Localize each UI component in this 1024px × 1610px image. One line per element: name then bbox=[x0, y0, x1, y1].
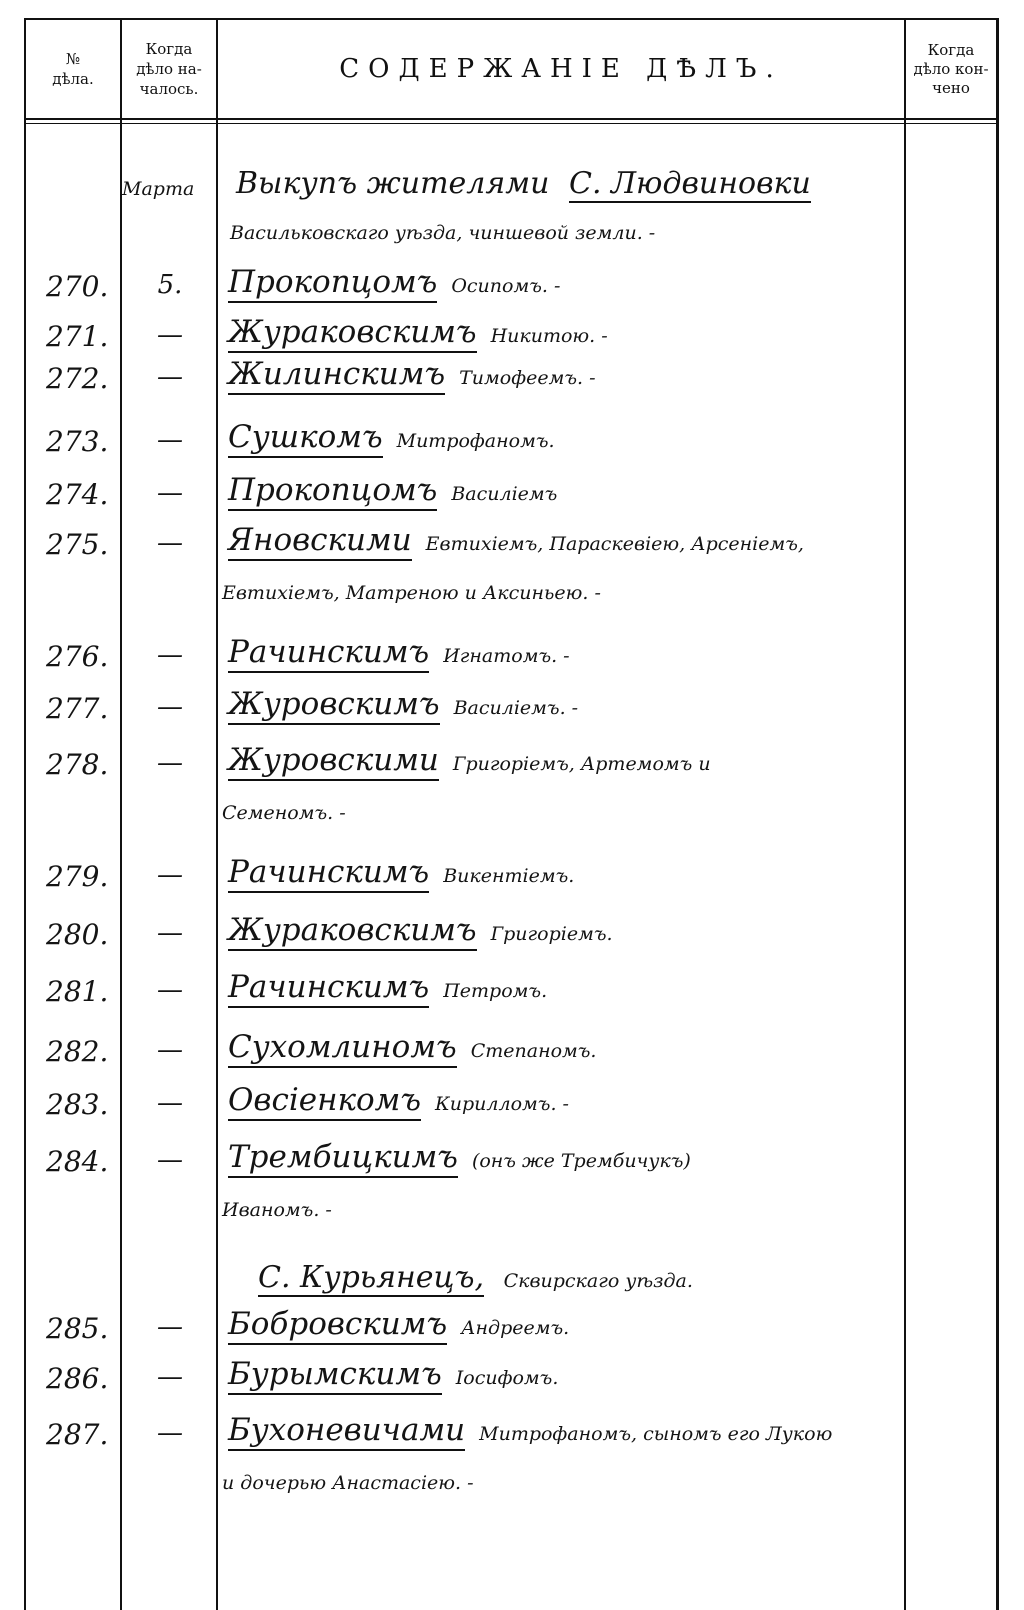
entry-given-names: Митрофаномъ, сыномъ его Лукою bbox=[479, 1423, 833, 1445]
section1-village: С. Людвиновки bbox=[568, 166, 811, 201]
section2-district: Сквирскаго уѣзда. bbox=[503, 1270, 693, 1292]
section1-prefix: Выкупъ жителями bbox=[236, 166, 550, 201]
entry-number: 286. bbox=[46, 1362, 109, 1395]
entry-start-date: — bbox=[157, 1145, 183, 1175]
entry-number: 281. bbox=[46, 975, 109, 1008]
column-rule-right bbox=[996, 18, 999, 1610]
entry-given-names: Григоріемъ, Артемомъ и bbox=[452, 753, 711, 775]
entry-surname: Овсіенкомъ bbox=[228, 1082, 421, 1121]
entry-content bbox=[228, 419, 555, 455]
entry-surname: Сушкомъ bbox=[228, 419, 383, 458]
entry-number: 277. bbox=[46, 692, 109, 725]
entry-surname: Бобровскимъ bbox=[228, 1306, 447, 1345]
entry-surname: Жураковскимъ bbox=[228, 912, 477, 951]
entry-number: 274. bbox=[46, 478, 109, 511]
entry-start-date: — bbox=[157, 1035, 183, 1065]
entry-given-names: Викентіемъ. bbox=[443, 865, 575, 887]
section2-village: С. Курьянецъ, bbox=[258, 1260, 485, 1295]
entry-content bbox=[228, 1029, 596, 1065]
entry-content bbox=[228, 634, 570, 670]
entry-start-date: — bbox=[157, 748, 183, 778]
entry-continuation: Семеномъ. - bbox=[222, 802, 346, 824]
entry-start-date: — bbox=[157, 1312, 183, 1342]
column-rule-left bbox=[24, 18, 26, 1610]
entry-start-date: — bbox=[157, 860, 183, 890]
entry-surname: Трембицкимъ bbox=[228, 1139, 458, 1178]
entry-start-date: — bbox=[157, 320, 183, 350]
entry-number: 276. bbox=[46, 640, 109, 673]
column-rule-2 bbox=[216, 18, 218, 1610]
entry-content bbox=[228, 969, 547, 1005]
entry-number: 282. bbox=[46, 1035, 109, 1068]
entry-continuation: Евтихіемъ, Матреною и Аксиньею. - bbox=[222, 582, 601, 604]
entry-continuation: и дочерью Анастасіею. - bbox=[222, 1472, 474, 1494]
entry-given-names: Митрофаномъ. bbox=[396, 430, 555, 452]
entry-start-date: — bbox=[157, 362, 183, 392]
entry-content bbox=[228, 1082, 569, 1118]
header-end-date: Когда дѣло кон- чено bbox=[913, 40, 989, 97]
entry-surname: Жураковскимъ bbox=[228, 314, 477, 353]
header-bottom-rule bbox=[24, 118, 999, 120]
table-top-rule bbox=[24, 18, 999, 20]
entry-number: 287. bbox=[46, 1418, 109, 1451]
entry-surname: Яновскими bbox=[228, 522, 412, 561]
column-rule-1 bbox=[120, 18, 122, 1610]
entry-surname: Рачинскимъ bbox=[228, 969, 429, 1008]
entry-given-names: Игнатомъ. - bbox=[443, 645, 570, 667]
entry-given-names: Кирилломъ. - bbox=[435, 1093, 569, 1115]
entry-start-date: — bbox=[157, 478, 183, 508]
entry-number: 279. bbox=[46, 860, 109, 893]
entry-content bbox=[228, 742, 711, 778]
entry-given-names: Тимофеемъ. - bbox=[459, 367, 596, 389]
entry-start-date: — bbox=[157, 1418, 183, 1448]
entry-start-date: — bbox=[157, 640, 183, 670]
entry-surname: Журовскими bbox=[228, 742, 439, 781]
entry-content bbox=[228, 1356, 558, 1392]
entry-given-names: Осипомъ. - bbox=[451, 275, 561, 297]
entry-start-date: — bbox=[157, 918, 183, 948]
entry-number: 273. bbox=[46, 425, 109, 458]
entry-given-names: Андреемъ. bbox=[461, 1317, 570, 1339]
entry-content bbox=[228, 264, 560, 300]
header-case-contents: СОДЕРЖАНІЕ ДѢЛЪ. bbox=[339, 54, 783, 84]
entry-number: 270. bbox=[46, 270, 109, 303]
section1-district: Васильковскаго уѣзда, чиншевой земли. - bbox=[230, 222, 656, 244]
entry-content bbox=[228, 356, 596, 392]
entry-given-names: (онъ же Трембичукъ) bbox=[471, 1150, 691, 1172]
section2-title bbox=[258, 1260, 693, 1295]
entry-number: 275. bbox=[46, 528, 109, 561]
entry-given-names: Евтихіемъ, Параскевіею, Арсеніемъ, bbox=[425, 533, 804, 555]
entry-surname: Бурымскимъ bbox=[228, 1356, 442, 1395]
month-label: Марта bbox=[122, 178, 195, 200]
entry-given-names: Степаномъ. bbox=[470, 1040, 597, 1062]
header-case-number: № дѣла. bbox=[52, 50, 94, 88]
entry-surname: Прокопцомъ bbox=[228, 264, 437, 303]
entry-content bbox=[228, 1306, 569, 1342]
entry-content bbox=[228, 472, 557, 508]
entry-number: 284. bbox=[46, 1145, 109, 1178]
entry-given-names: Василіемъ bbox=[451, 483, 558, 505]
column-rule-3 bbox=[904, 18, 906, 1610]
entry-continuation: Иваномъ. - bbox=[222, 1199, 332, 1221]
entry-surname: Рачинскимъ bbox=[228, 634, 429, 673]
entry-surname: Сухомлиномъ bbox=[228, 1029, 457, 1068]
entry-content bbox=[228, 912, 613, 948]
entry-start-date: 5. bbox=[157, 270, 183, 300]
entry-number: 285. bbox=[46, 1312, 109, 1345]
entry-number: 271. bbox=[46, 320, 109, 353]
section1-title bbox=[236, 166, 811, 201]
entry-content bbox=[228, 686, 578, 722]
entry-start-date: — bbox=[157, 692, 183, 722]
entry-number: 280. bbox=[46, 918, 109, 951]
entry-surname: Журовскимъ bbox=[228, 686, 440, 725]
entry-start-date: — bbox=[157, 528, 183, 558]
entry-given-names: Никитою. - bbox=[490, 325, 608, 347]
entry-content bbox=[228, 314, 608, 350]
entry-surname: Бухоневичами bbox=[228, 1412, 465, 1451]
entry-start-date: — bbox=[157, 1362, 183, 1392]
entry-start-date: — bbox=[157, 425, 183, 455]
entry-given-names: Григоріемъ. bbox=[490, 923, 613, 945]
entry-given-names: Петромъ. bbox=[443, 980, 548, 1002]
entry-content bbox=[228, 1412, 832, 1448]
entry-content bbox=[228, 854, 574, 890]
entry-content bbox=[228, 522, 804, 558]
entry-number: 278. bbox=[46, 748, 109, 781]
header-bottom-rule-thin bbox=[24, 123, 999, 124]
entry-given-names: Василіемъ. - bbox=[453, 697, 579, 719]
entry-start-date: — bbox=[157, 975, 183, 1005]
entry-given-names: Іосифомъ. bbox=[455, 1367, 559, 1389]
entry-number: 272. bbox=[46, 362, 109, 395]
header-start-date: Когда дѣло на- чалось. bbox=[136, 40, 202, 98]
entry-number: 283. bbox=[46, 1088, 109, 1121]
entry-surname: Прокопцомъ bbox=[228, 472, 437, 511]
entry-surname: Жилинскимъ bbox=[228, 356, 445, 395]
entry-surname: Рачинскимъ bbox=[228, 854, 429, 893]
entry-content bbox=[228, 1139, 691, 1175]
entry-start-date: — bbox=[157, 1088, 183, 1118]
